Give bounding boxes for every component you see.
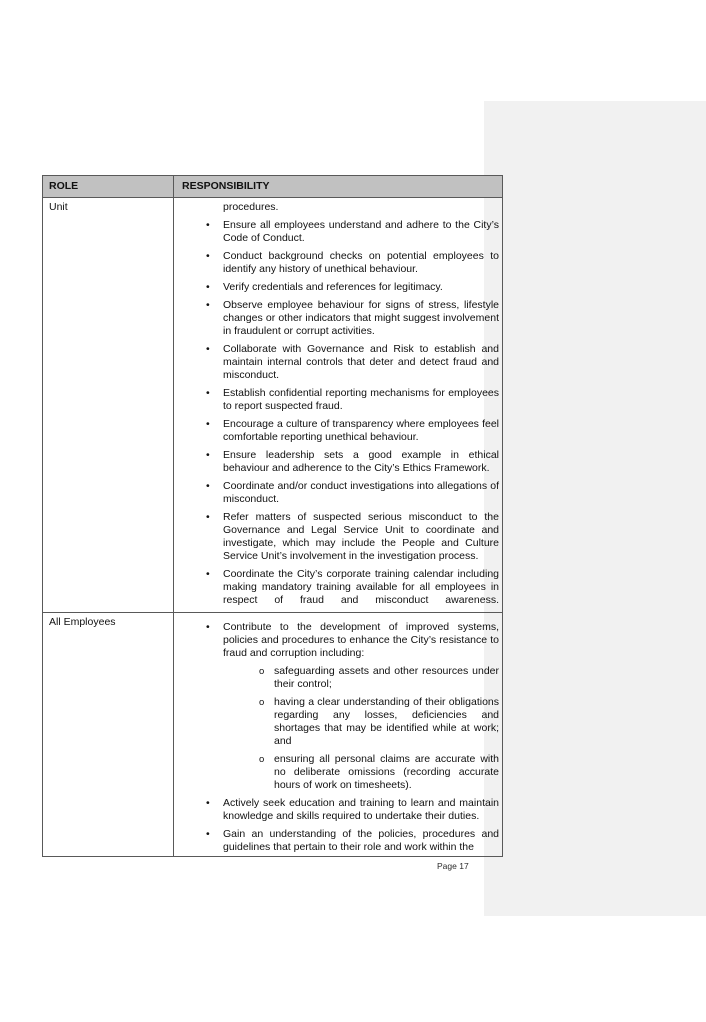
bullet-item	[182, 621, 499, 660]
bullet-item	[182, 343, 499, 382]
role-responsibility-table	[42, 175, 503, 857]
responsibility-header-cell: RESPONSIBILITY	[174, 176, 503, 198]
table-header-row	[43, 176, 503, 198]
circle-bullet-icon: o	[259, 697, 265, 708]
bullet-text: Refer matters of suspected serious misconduct to the Governance and Legal Service Unit to coordinate and investigate, which may include the People and Culture Service Unit’s involvement in the investigation process.	[223, 511, 499, 562]
bullet-icon: •	[206, 511, 210, 523]
bullet-icon: •	[206, 828, 210, 840]
bullet-text: Observe employee behaviour for signs of stress, lifestyle changes or other indicators that might suggest involvement in fraudulent or corrupt activities.	[223, 299, 499, 337]
table-row-all-employees	[43, 613, 503, 857]
role-header-cell: ROLE	[43, 176, 174, 198]
bullet-icon: •	[206, 250, 210, 262]
bullet-text: Gain an understanding of the policies, procedures and guidelines that pertain to their role and work within the	[223, 828, 499, 853]
bullet-icon: •	[206, 797, 210, 809]
bullet-item	[182, 387, 499, 413]
continuation-text: procedures.	[223, 201, 279, 213]
bullet-item	[182, 418, 499, 444]
bullet-icon: •	[206, 219, 210, 231]
bullet-item	[182, 281, 499, 294]
bullet-text: Actively seek education and training to learn and maintain knowledge and skills required to undertake their duties.	[223, 797, 499, 822]
bullet-item	[182, 449, 499, 475]
bullet-item	[182, 250, 499, 276]
bullet-text: Contribute to the development of improved systems, policies and procedures to enhance the City’s resistance to fraud and corruption including:	[223, 621, 499, 659]
bullet-icon: •	[206, 568, 210, 580]
bullet-text: Ensure leadership sets a good example in ethical behaviour and adherence to the City’s Ethics Framework.	[223, 449, 499, 474]
bullet-text: Coordinate the City’s corporate training calendar including making mandatory training available for all employees in respect of fraud and misconduct awareness.	[223, 568, 499, 606]
bullet-item	[182, 219, 499, 245]
responsibility-cell	[174, 613, 503, 857]
table-row-unit	[43, 198, 503, 613]
role-cell: All Employees	[43, 613, 174, 857]
sub-bullet-text: having a clear understanding of their obligations regarding any losses, deficiencies and shortages that may be identified while at work; and	[274, 696, 499, 747]
bullet-item	[182, 511, 499, 563]
bullet-item	[182, 828, 499, 854]
sub-bullet-item	[182, 696, 499, 748]
bullet-icon: •	[206, 281, 210, 293]
bullet-text: Coordinate and/or conduct investigations into allegations of misconduct.	[223, 480, 499, 505]
role-cell: Unit	[43, 198, 174, 613]
responsibility-cell	[174, 198, 503, 613]
sub-bullet-text: safeguarding assets and other resources under their control;	[274, 665, 499, 690]
sub-bullet-text: ensuring all personal claims are accurate with no deliberate omissions (recording accurate hours of work on timesheets).	[274, 753, 499, 791]
bullet-item	[182, 797, 499, 823]
bullet-text: Conduct background checks on potential employees to identify any history of unethical behaviour.	[223, 250, 499, 275]
bullet-text: Collaborate with Governance and Risk to establish and maintain internal controls that deter and detect fraud and misconduct.	[223, 343, 499, 381]
circle-bullet-icon: o	[259, 754, 265, 765]
sub-bullet-item	[182, 665, 499, 691]
bullet-icon: •	[206, 299, 210, 311]
sub-bullet-item	[182, 753, 499, 792]
bullet-text: Establish confidential reporting mechanisms for employees to report suspected fraud.	[223, 387, 499, 412]
bullet-item	[182, 480, 499, 506]
bullet-item	[182, 299, 499, 338]
bullet-icon: •	[206, 343, 210, 355]
bullet-icon: •	[206, 387, 210, 399]
bullet-text: Verify credentials and references for legitimacy.	[223, 281, 443, 293]
bullet-text: Ensure all employees understand and adhere to the City’s Code of Conduct.	[223, 219, 499, 244]
circle-bullet-icon: o	[259, 666, 265, 677]
bullet-icon: •	[206, 621, 210, 633]
bullet-icon: •	[206, 449, 210, 461]
page-number: Page 17	[437, 861, 469, 871]
bullet-icon: •	[206, 418, 210, 430]
bullet-icon: •	[206, 480, 210, 492]
side-panel	[484, 101, 706, 916]
bullet-item	[182, 568, 499, 607]
bullet-text: Encourage a culture of transparency where employees feel comfortable reporting unethical behaviour.	[223, 418, 499, 443]
